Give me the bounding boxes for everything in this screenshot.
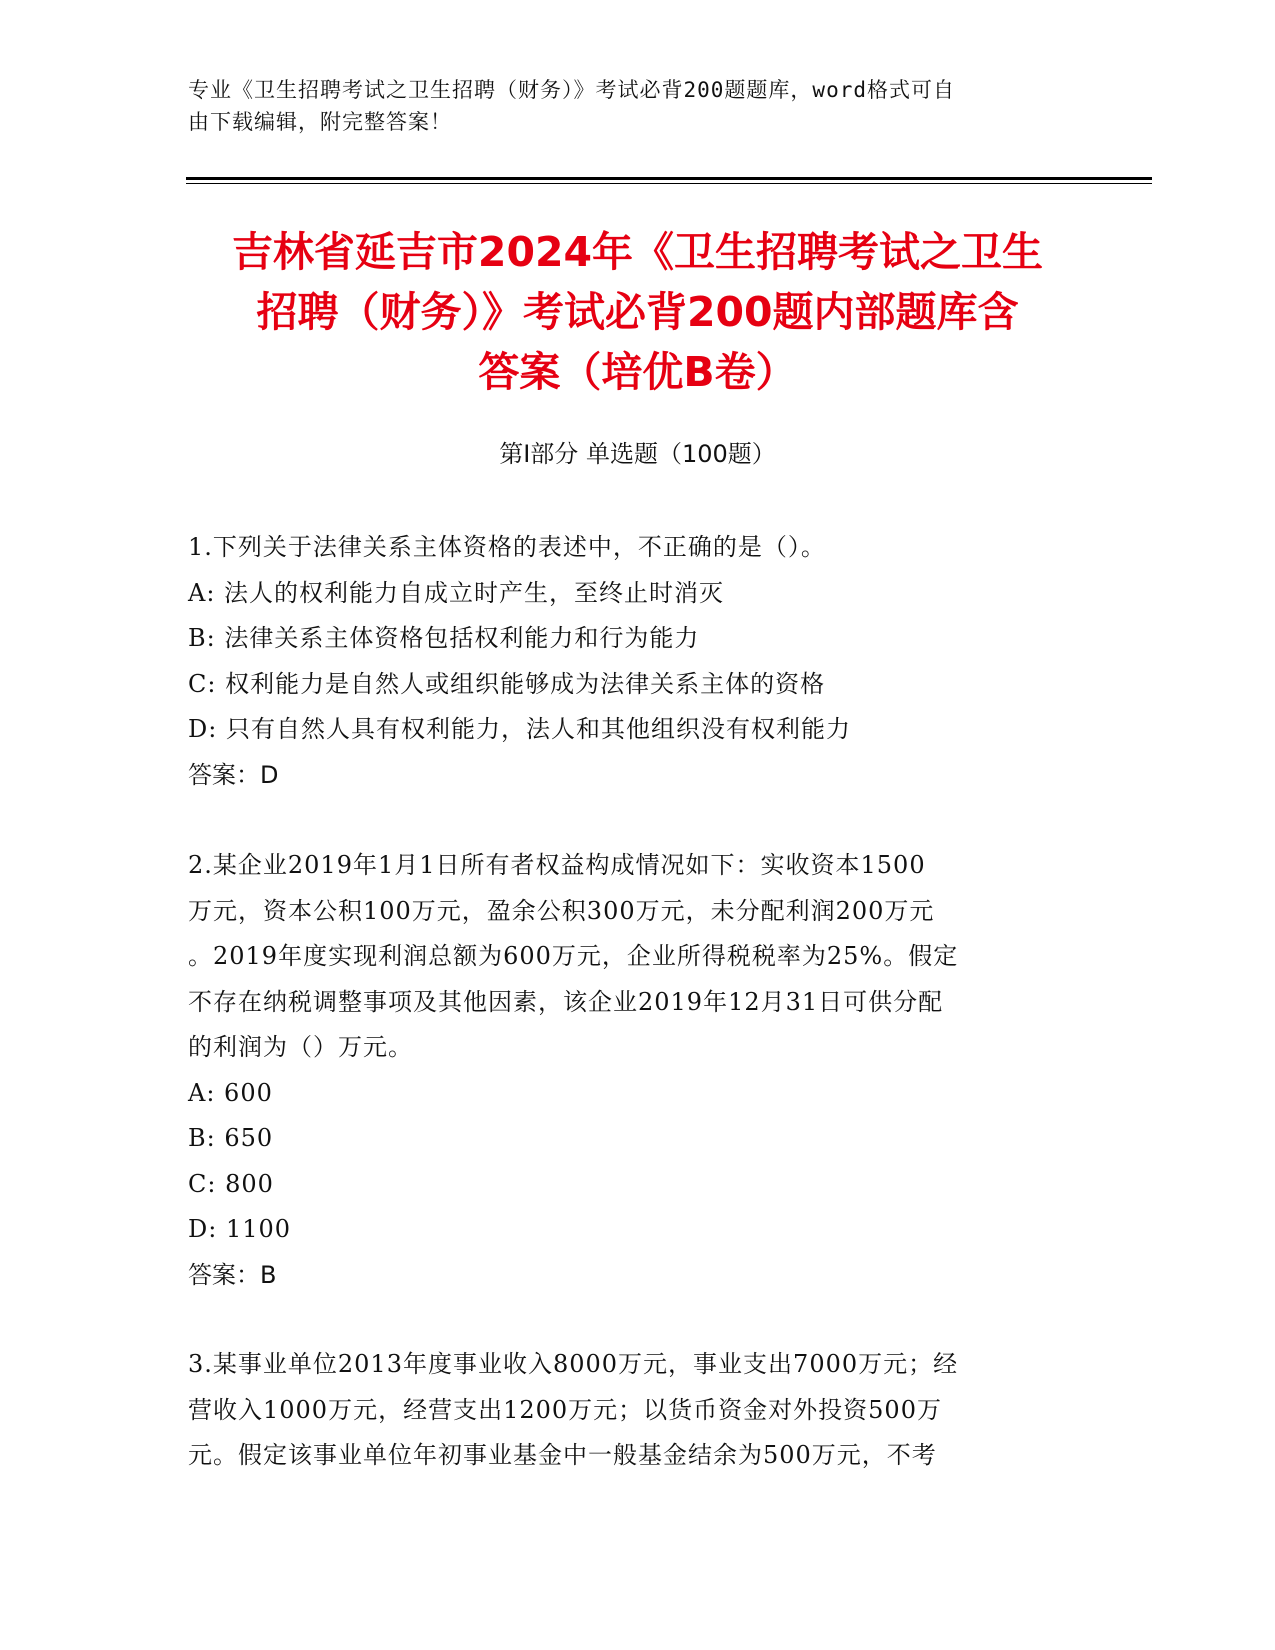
section-heading: 第Ⅰ部分 单选题（100题） xyxy=(499,440,776,468)
question-stem: 营收入1000万元，经营支出1200万元；以货币资金对外投资500万 xyxy=(188,1395,942,1424)
title-line: 吉林省延吉市2024年《卫生招聘考试之卫生 xyxy=(231,228,1044,276)
question-stem: 的利润为（）万元。 xyxy=(188,1033,413,1061)
option-c: C: 800 xyxy=(188,1169,274,1198)
option-c: C: 权利能力是自然人或组织能够成为法律关系主体的资格 xyxy=(188,669,826,698)
option-b: B: 法律关系主体资格包括权利能力和行为能力 xyxy=(188,624,700,652)
document-intro xyxy=(188,74,1068,138)
question-2 xyxy=(188,843,1068,1298)
option-b: B: 650 xyxy=(188,1124,274,1152)
option-d: D: 只有自然人具有权利能力，法人和其他组织没有权利能力 xyxy=(188,715,851,743)
question-stem: 3.某事业单位2013年度事业收入8000万元，事业支出7000万元；经 xyxy=(188,1350,959,1378)
question-stem: 不存在纳税调整事项及其他因素，该企业2019年12月31日可供分配 xyxy=(188,987,944,1016)
document-title xyxy=(150,222,1125,402)
answer-line: 答案：B xyxy=(188,1260,277,1289)
question-stem: 万元，资本公积100万元，盈余公积300万元，未分配利润200万元 xyxy=(188,896,935,925)
header-divider-thin xyxy=(186,183,1152,184)
intro-line: 由下载编辑，附完整答案！ xyxy=(188,110,452,134)
question-stem: 2.某企业2019年1月1日所有者权益构成情况如下：实收资本1500 xyxy=(188,851,926,879)
intro-line: 专业《卫生招聘考试之卫生招聘（财务）》考试必背200题题库，word格式可自 xyxy=(188,78,955,102)
option-d: D: 1100 xyxy=(188,1215,292,1243)
title-line: 招聘（财务）》考试必背200题内部题库含 xyxy=(256,288,1019,336)
option-a: A: 600 xyxy=(188,1078,273,1107)
title-line: 答案（培优B卷） xyxy=(478,348,797,396)
question-3 xyxy=(188,1342,1068,1479)
answer-line: 答案：D xyxy=(188,760,279,789)
option-a: A: 法人的权利能力自成立时产生，至终止时消灭 xyxy=(188,578,725,607)
question-stem: 。2019年度实现利润总额为600万元，企业所得税税率为25%。假定 xyxy=(188,942,959,970)
header-divider-thick xyxy=(186,177,1152,180)
question-1 xyxy=(188,525,1068,798)
question-stem: 1.下列关于法律关系主体资格的表述中，不正确的是（）。 xyxy=(188,533,826,561)
question-stem: 元。假定该事业单位年初事业基金中一般基金结余为500万元，不考 xyxy=(188,1441,937,1469)
